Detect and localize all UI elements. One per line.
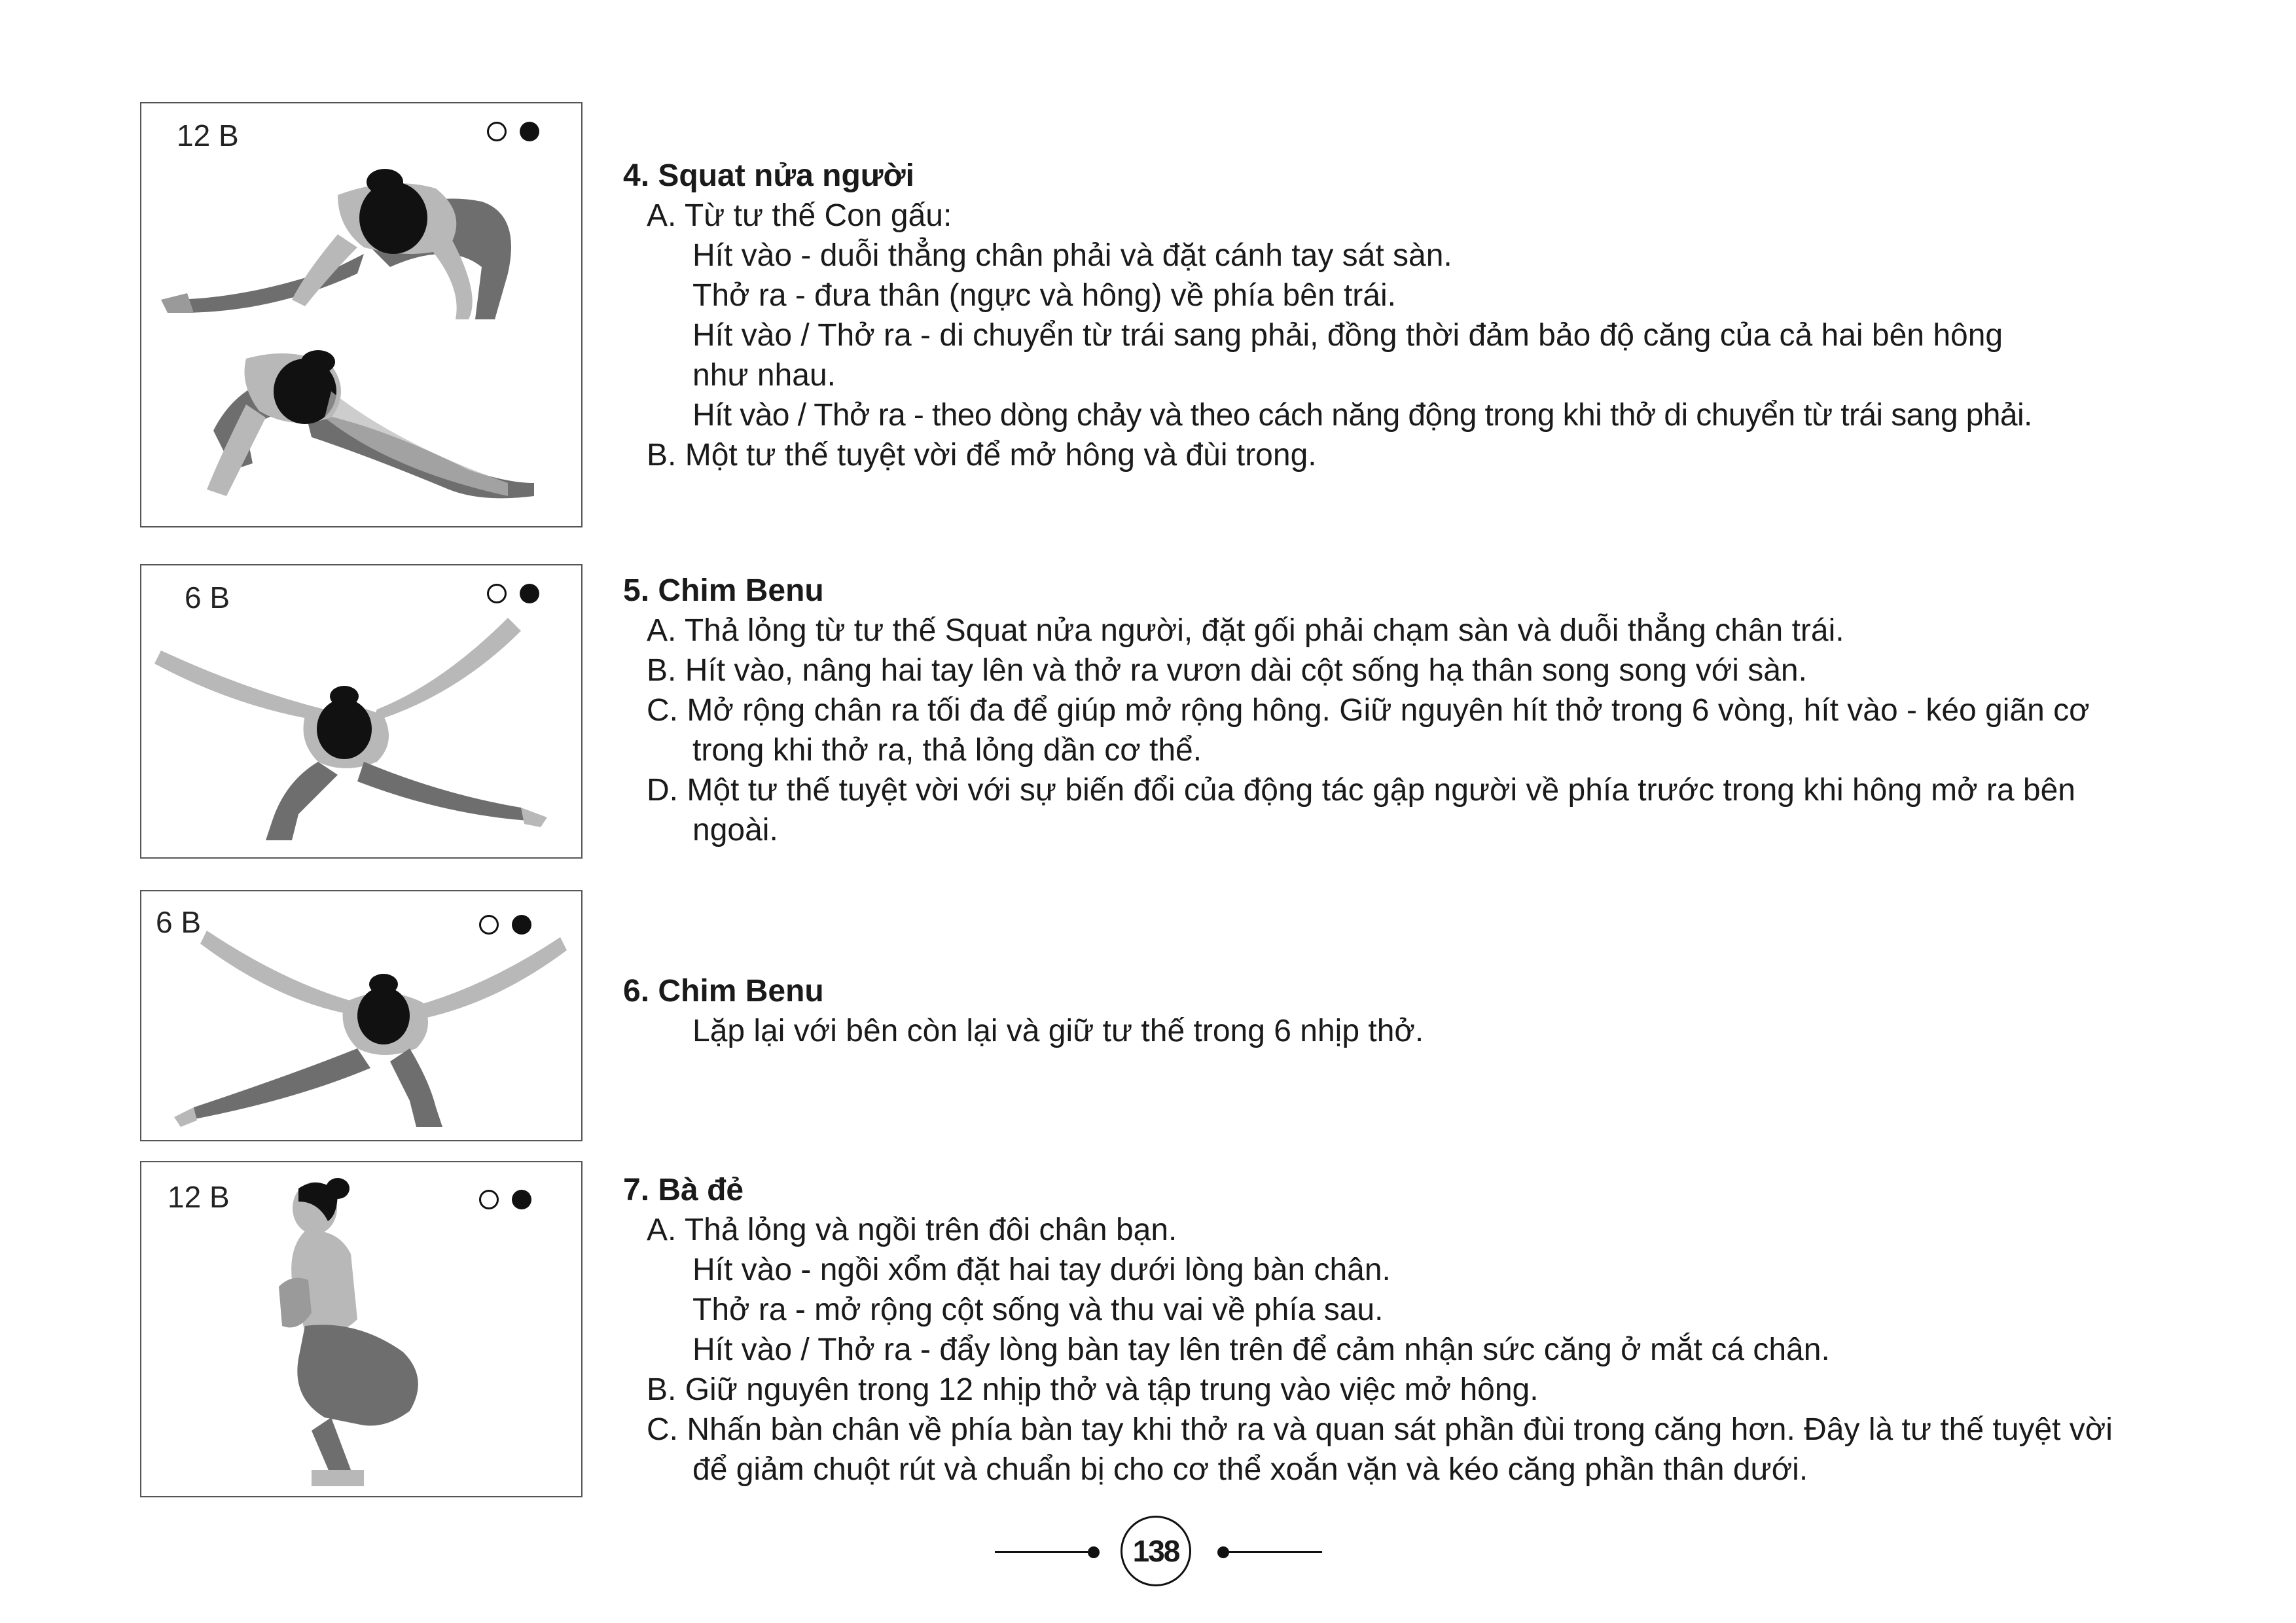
exercise-6-photo — [140, 890, 583, 1141]
footer-dot-left-icon — [1088, 1546, 1100, 1558]
instruction-step: Hít vào / Thở ra - theo dòng chảy và theo cách năng động trong khi thở di chuyển từ trái sang phải. — [692, 398, 2032, 433]
instruction-step: Hít vào / Thở ra - di chuyển từ trái sang phải, đồng thời đảm bảo độ căng của cả hai bên hông — [692, 318, 2003, 353]
breath-count-badge: 6 B — [185, 580, 230, 615]
instruction-item: A. Từ tư thế Con gấu: — [647, 198, 952, 233]
breath-count-badge: 12 B — [177, 118, 239, 152]
exercise-7-photo — [140, 1161, 583, 1497]
exercise-4-text — [623, 156, 2142, 475]
instruction-step: Thở ra - mở rộng cột sống và thu vai về phía sau. — [692, 1293, 1384, 1327]
footer-rule-right — [1224, 1551, 1322, 1553]
exercise-5-photo — [140, 564, 583, 859]
instruction-item: B. Giữ nguyên trong 12 nhịp thở và tập trung vào việc mở hông. — [647, 1372, 1539, 1407]
exercise-4-photo — [140, 102, 583, 527]
instruction-step: như nhau. — [692, 358, 836, 393]
exercise-title: 4. Squat nửa người — [623, 158, 915, 193]
instruction-step: Hít vào - ngồi xổm đặt hai tay dưới lòng bàn chân. — [692, 1253, 1391, 1287]
exercise-6-text — [623, 971, 2142, 1051]
footer-rule-left — [995, 1551, 1093, 1553]
page-number: 138 — [1121, 1516, 1191, 1586]
instruction-item: B. Một tư thế tuyệt vời để mở hông và đùi trong. — [647, 438, 1317, 473]
exercise-title: 5. Chim Benu — [623, 573, 824, 608]
page-footer — [982, 1516, 1335, 1588]
breath-count-badge: 6 B — [156, 905, 202, 939]
benu-bird-other-side-illustration — [141, 891, 583, 1141]
exercise-title: 6. Chim Benu — [623, 974, 824, 1008]
half-squat-illustration — [141, 103, 583, 527]
instruction-item: B. Hít vào, nâng hai tay lên và thở ra vươn dài cột sống hạ thân song song với sàn. — [647, 653, 1807, 688]
exercise-7-text — [623, 1170, 2142, 1489]
exercise-title: 7. Bà đẻ — [623, 1173, 744, 1207]
instruction-item: A. Thả lỏng và ngồi trên đôi chân bạn. — [647, 1213, 1177, 1247]
instruction-step: Lặp lại với bên còn lại và giữ tư thế trong 6 nhịp thở. — [692, 1014, 1424, 1048]
benu-bird-illustration — [141, 565, 583, 859]
instruction-item: C. Nhấn bàn chân về phía bàn tay khi thở ra và quan sát phần đùi trong căng hơn. Đây là tư thế tuyệt vời để giảm chuột rút và chuẩn bị cho cơ thể xoắn vặn và kéo căng phần thân dưới. — [647, 1412, 2113, 1487]
instruction-step: Hít vào / Thở ra - đẩy lòng bàn tay lên trên để cảm nhận sức căng ở mắt cá chân. — [692, 1332, 1830, 1367]
breath-count-badge: 12 B — [168, 1180, 230, 1214]
instruction-step: Hít vào - duỗi thẳng chân phải và đặt cánh tay sát sàn. — [692, 238, 1452, 273]
instruction-item: C. Mở rộng chân ra tối đa để giúp mở rộng hông. Giữ nguyên hít thở trong 6 vòng, hít vào - kéo giãn cơ trong khi thở ra, thả lỏng dần cơ thể. — [647, 693, 2090, 768]
instruction-item: A. Thả lỏng từ tư thế Squat nửa người, đặt gối phải chạm sàn và duỗi thẳng chân trái. — [647, 613, 1844, 648]
instruction-item: D. Một tư thế tuyệt vời với sự biến đổi của động tác gập người về phía trước trong khi hông mở ra bên ngoài. — [647, 773, 2075, 847]
garland-squat-illustration — [141, 1162, 583, 1497]
instruction-step: Thở ra - đưa thân (ngực và hông) về phía bên trái. — [692, 278, 1396, 313]
exercise-5-text — [623, 571, 2142, 850]
